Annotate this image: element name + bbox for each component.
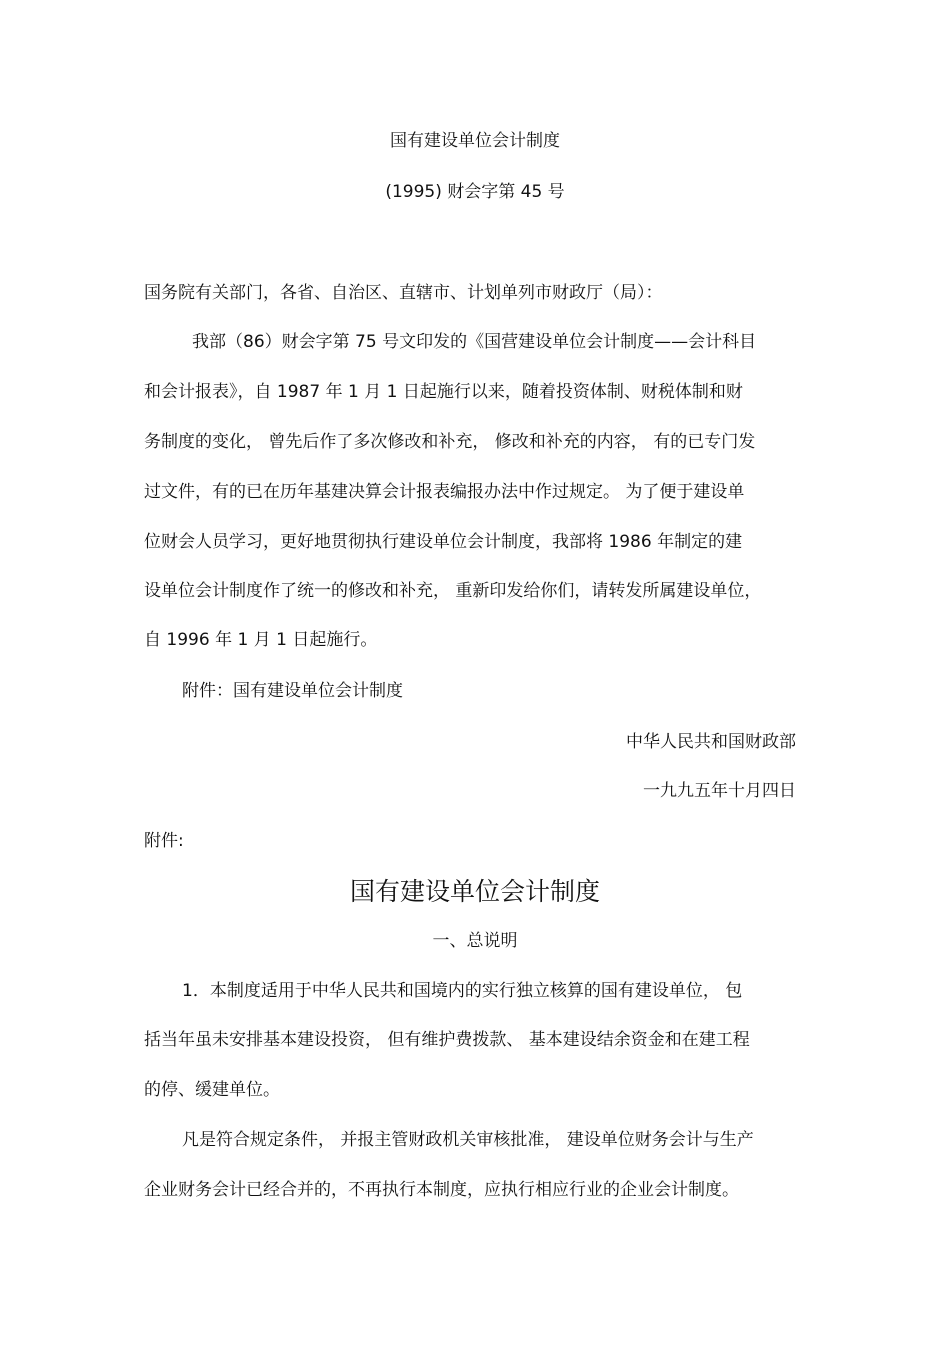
document-title: 国有建设单位会计制度 [390, 131, 560, 151]
para-line: 企业财务会计已经合并的，不再执行本制度，应执行相应行业的企业会计制度。 [144, 1180, 739, 1200]
attachment-title: 国有建设单位会计制度 [349, 877, 600, 906]
body-line: 过文件，有的已在历年基建决算会计报表编报办法中作过规定。 为了便于建设单 [144, 482, 745, 502]
document-number: (1995) 财会字第 45 号 [385, 182, 565, 202]
section-heading: 一、总说明 [432, 931, 518, 951]
para-line: 括当年虽未安排基本建设投资， 但有维护费拨款、 基本建设结余资金和在建工程 [144, 1030, 750, 1050]
body-line: 务制度的变化， 曾先后作了多次修改和补充， 修改和补充的内容， 有的已专门发 [144, 432, 756, 452]
body-line: 设单位会计制度作了统一的修改和补充， 重新印发给你们，请转发所属建设单位， [144, 581, 762, 601]
signature-org: 中华人民共和国财政部 [626, 732, 796, 752]
body-line: 自 1996 年 1 月 1 日起施行。 [144, 630, 378, 650]
body-line: 和会计报表》，自 1987 年 1 月 1 日起施行以来，随着投资体制、财税体制和财 [144, 382, 743, 402]
para-line: 1．本制度适用于中华人民共和国境内的实行独立核算的国有建设单位， 包 [182, 981, 743, 1001]
para-line: 的停、缓建单位。 [144, 1080, 280, 1100]
signature-date: 一九九五年十月四日 [643, 781, 796, 801]
addressee: 国务院有关部门，各省、自治区、直辖市、计划单列市财政厅（局）： [144, 283, 663, 303]
attachment-label: 附件: [144, 831, 184, 851]
body-line: 位财会人员学习，更好地贯彻执行建设单位会计制度，我部将 1986 年制定的建 [144, 532, 743, 552]
body-line: 我部（86）财会字第 75 号文印发的《国营建设单位会计制度——会计科目 [192, 332, 757, 352]
para-line: 凡是符合规定条件， 并报主管财政机关审核批准， 建设单位财务会计与生产 [182, 1130, 754, 1150]
attachment-note: 附件：国有建设单位会计制度 [182, 681, 403, 701]
